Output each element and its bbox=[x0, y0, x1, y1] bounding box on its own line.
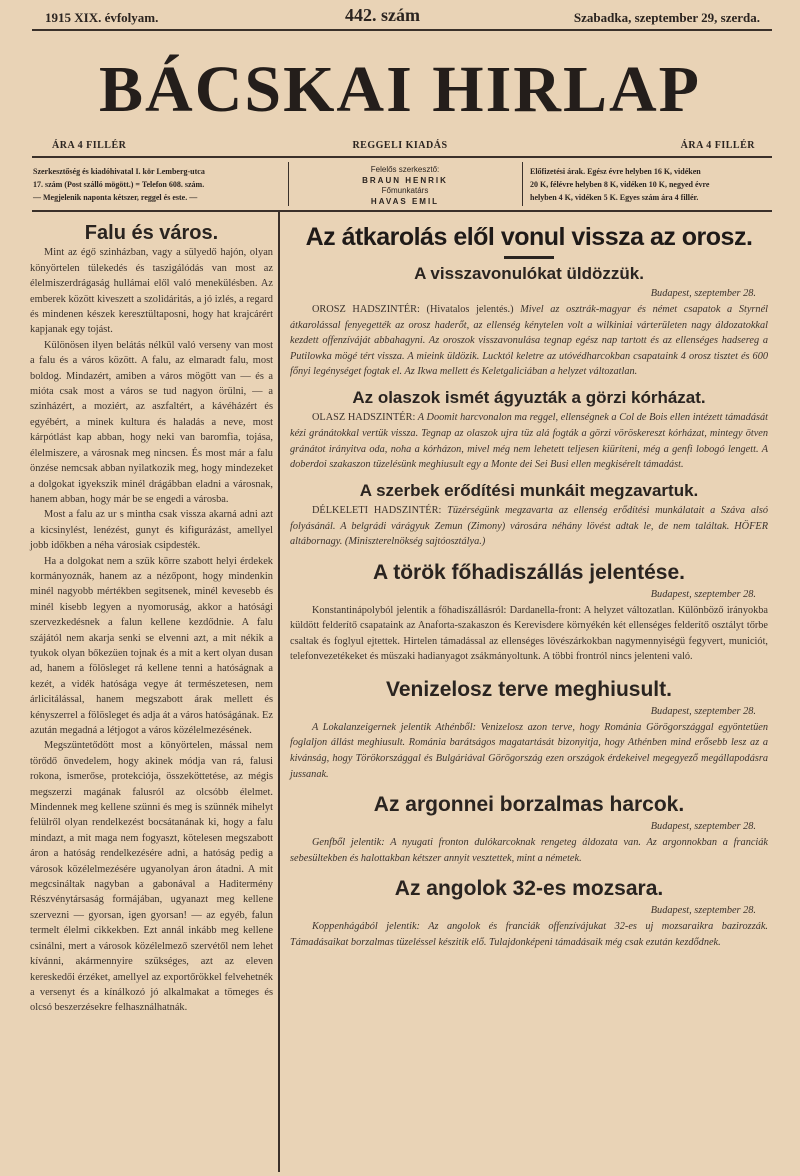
lead: DÉLKELETI HADSZINTÉR: bbox=[312, 505, 442, 517]
divider bbox=[504, 256, 554, 259]
divider bbox=[32, 156, 772, 158]
article-falu-es-varos bbox=[30, 222, 273, 1016]
column-divider bbox=[278, 212, 280, 1172]
article-body bbox=[290, 503, 768, 550]
dateline: Budapest, szeptember 28. bbox=[650, 706, 756, 718]
article-title: Az angolok 32-es mozsara. bbox=[394, 877, 664, 901]
lead: OROSZ HADSZINTÉR: (Hivatalos jelentés.) bbox=[312, 303, 514, 315]
paragraph: Megszüntetődött most a könyörtelen, mással nem törődő önvedelem, hogy akinek módja van rá, falusi rokona, ismerőse, protekciója, összeköttetése, az mégis megszerzi magának falusról az olcsóbb élelmet. Mindennek meg kellene szünni és meg is szünnék mihelyt felülről olyan rendelkezést bocsátanának ki, hogy a falu mindazt, a mit maga nem fogyaszt, kötelesen megszabott áron a hatóság rendelkezésére adni, a hatóság pedig a városok közélelmezésére ugyanolyan áron átadni. A mit megcsináltak nagyban a gabonával a Haditermény Részvénytársaság formájában, ugyanazt meg kellene szervezni — gyorsan, igen gyorsan! — az egyéb, falun termelt élelmi cikkekben. Ezt annál inkább meg kellene csinálni, mert a városok közélelmező szervétől nem lehet kívánni, akármennyire szükséges, azt az eleven kereskedői érzéket, amellyel az exportőrökkel felvehetnék a versenyt és a kínálkozó jó alkalmakat a tömeges és olcsó beszerzésekre felhasználhatnák. bbox=[30, 740, 273, 1014]
paragraph: Különösen ilyen belátás nélkül való verseny van most a falu és a város között. A falu, az elmaradt falu, most boldog. Mindazért, amiben a város mögött van — és a mióta csak most a város se tud nagyon örülni, — a szinházért, a moziért, az aszfaltért, a kávéházért és egyébért, a minek kultura és haladás a neve, most kárpótlást kap abban, hogy neki van baromfia, tojása, élelmiszere, a városnak meg nincsen. És most már a falu önzése nemcsak abban nyilatkozik meg, hogy mindezeket a dolgokat igyekszik minél drágábban eladni a városnak, hanem abban, hogy már be se engedi a városba. bbox=[30, 339, 273, 505]
editor-name: BRAUN HENRIK bbox=[362, 175, 448, 185]
masthead bbox=[30, 48, 770, 132]
issue-number: 442. szám bbox=[345, 5, 420, 25]
office-line: 17. szám (Post szálló mögött.) = Telefon 608. szám. bbox=[33, 180, 205, 189]
divider bbox=[32, 29, 772, 31]
article-body bbox=[290, 302, 768, 380]
coworker-label: Főmunkatárs bbox=[381, 186, 429, 195]
price-line: Előfizetési árak. Egész évre helyben 16 K, vidéken bbox=[530, 167, 701, 176]
price-right: ÁRA 4 FILLÉR bbox=[680, 140, 755, 151]
editors-info bbox=[292, 165, 518, 207]
year-label: 1915 XIX. évfolyam. bbox=[45, 10, 159, 25]
text: A Doomit harcvonalon ma reggel, ellenségnek a Col de Bois ellen intézett támadását kézi gránátokkal vertük vissza. Tegnap az olaszok ujra tüz alá fogták a görzi vöröskereszt kórházat, mintegy ötven gránátot irányitva oda, noha a kórházon, mivel még nem lehetett teljesen kiüríteni, még a genfi lobogó lengett. A doberdoi szakaszon tüzelésünk meghiusult egy a Monte dei Sei Busi ellen megkisérelt támadást. bbox=[290, 412, 768, 471]
coworker-name: HAVAS EMIL bbox=[370, 196, 440, 206]
article-title: Venizelosz terve meghiusult. bbox=[386, 678, 672, 702]
article-body: Genfből jelentik: A nyugati fronton dulókarcoknak rengeteg áldozata van. Az argonnokban a franciák sebesültekben és halottakban kétszer annyit vesztettek, mint a németek. bbox=[290, 836, 768, 864]
top-line bbox=[45, 5, 760, 28]
article-title: Az olaszok ismét ágyuzták a görzi kórházat. bbox=[352, 387, 706, 407]
price-left: ÁRA 4 FILLÉR bbox=[52, 140, 127, 151]
article-body: A Lokalanzeigernek jelentik Athénből: Venizelosz azon terve, hogy Románia Görögországgal egyöntetüen foglaljon állást meghiusult. Románia barátságos magatartását bizonyitja, hogy Athénben mind erősebb lesz az a kivánság, hogy Törökországgal és Bulgáriával Görögország ezen országok érdekeivel megegyező megállapodásra jussanak. bbox=[290, 721, 768, 780]
subscription-info bbox=[530, 165, 772, 204]
paragraph: Mint az égő szinházban, vagy a sülyedő hajón, olyan könyörtelen tülekedés és taszigálódás van most az élelmiszerdrágaság hullámai elől való menekülésben. Az emberek között kiveszett a szolidáritás, a jó izlés, a regard és mindenen készek keresztültaposni, hogy hat krajcárért kapjanak egy tojást. bbox=[30, 247, 273, 336]
main-headline: Az átkarolás elől vonul vissza az orosz. bbox=[305, 223, 753, 251]
lead: OLASZ HADSZINTÉR: bbox=[312, 412, 416, 424]
article-body: Koppenhágából jelentik: Az angolok és franciák offenzívájukat 32-es uj mozsaraikra bazirozzák. Támadásaikat borzalmas tüzeléssel készitik elő. Tulajdonképeni támadásaik még csak ezután kezdődnek. bbox=[290, 920, 768, 948]
text: Tüzérségünk megzavarta az ellenség erődítési munkálatait a Száva alsó folyásánál. A belgrádi várágyuk Zemun (Zimony) városára néhány lövést adtak le, de nem találtak. HÖFER altábornagy. (Miniszterelnökség sajtóosztálya.) bbox=[290, 505, 768, 548]
dateline: Budapest, szeptember 28. bbox=[650, 288, 756, 300]
divider bbox=[522, 162, 523, 206]
issue-date: Szabadka, szeptember 29, szerda. bbox=[573, 10, 760, 25]
article-body: Konstantinápolyból jelentik a főhadiszállásról: Dardanella-front: A helyzet változatlan. Különböző irányokba küldött felderítő csapataink az Anaforta-szakaszon és Kerevisdere környékén két ellenséges felderítő osztályt tőrbe csaltak és foglyul ejtettek. Hirtelen támadással az ellenséges lövészárkokban nagymennyiségü fegyvert, municiót, telefonvezetékeket és müszaki hadianyagot zsákmányoltunk. A többi frontról nincs jelenteni való. bbox=[290, 604, 768, 663]
dateline: Budapest, szeptember 28. bbox=[650, 589, 756, 601]
paragraph: Ha a dolgokat nem a szük körre szabott helyi érdekek kormányoznák, hanem az a nézőpont, hogy mindenkin minél nagyobb mértékben segitsenek, minél kevesebb és minél kisebb legyen a nyomoruság, akkor a hatósági szervezkedésnek a falun kellene kezdődnie. A falu szájától nem akarja senki se elvenni azt, a mit nékik a tyukok olyan bőkezüen tojnak és a mit a kert olyan dusan ad, hanem a fölösleget rá kellene tenni a hatóságnak a kezét, a vidék hatósága vegye át természetesen, nem árlicitálással, hanem megszabott árak mellett és kényszerrel a fölösleget és adja át a város hatóságának. Ez azután megadná a létjogot a város közélelmezésének. bbox=[30, 555, 273, 736]
office-line: — Megjelenik naponta kétszer, reggel és este. — bbox=[33, 193, 198, 202]
divider bbox=[32, 210, 772, 212]
article-title: Falu és város. bbox=[84, 222, 219, 244]
article-title: A visszavonulókat üldözzük. bbox=[414, 264, 644, 283]
war-news bbox=[290, 222, 768, 950]
office-info bbox=[33, 165, 283, 204]
divider bbox=[288, 162, 289, 206]
newspaper-title: BÁCSKAI HIRLAP bbox=[99, 53, 701, 126]
edition-label: REGGELI KIADÁS bbox=[352, 140, 448, 151]
editor-label: Felelős szerkesztő: bbox=[370, 165, 440, 174]
article-title: A szerbek erődítési munkáit megzavartuk. bbox=[359, 480, 699, 500]
article-title: Az argonnei borzalmas harcok. bbox=[373, 793, 685, 817]
office-line: Szerkesztőség és kiadóhivatal I. kör Lemberg-utca bbox=[33, 167, 205, 176]
article-body bbox=[290, 410, 768, 472]
text: Mivel az osztrák-magyar és német csapatok a Styrnél átkarolással fenyegették az orosz haderőt, az ellenség kénytelen volt a wilkiniai várterületen nagy áldozatokkal kezdett offenzíváját abbahagyni. Az oroszok visszavonulása tegnap egész nap tartott és az ellenséges hadsereg a Putilowka mögé tért vissza. A mieink üldözik. Lucktól keletre az utóvédharcokban csapataink 4 orosz tisztet és 600 főnyi legénységet fogtak el. Az Ikwa mellett és Keletgaliciában a helyzet változatlan. bbox=[290, 303, 768, 378]
dateline: Budapest, szeptember 28. bbox=[650, 905, 756, 917]
price-line: 20 K, félévre helyben 8 K, vidéken 10 K, negyed évre bbox=[530, 180, 710, 189]
article-title: A török főhadiszállás jelentése. bbox=[373, 560, 685, 584]
price-line: helyben 4 K, vidéken 5 K. Egyes szám ára 4 fillér. bbox=[530, 193, 699, 202]
dateline: Budapest, szeptember 28. bbox=[650, 821, 756, 833]
paragraph: Most a falu az ur s mintha csak vissza akarná adni azt a kicsinylést, lenézést, gunyt és kifigurázást, amellyel jobb időkben a néha városiak csipdesték. bbox=[30, 509, 273, 552]
